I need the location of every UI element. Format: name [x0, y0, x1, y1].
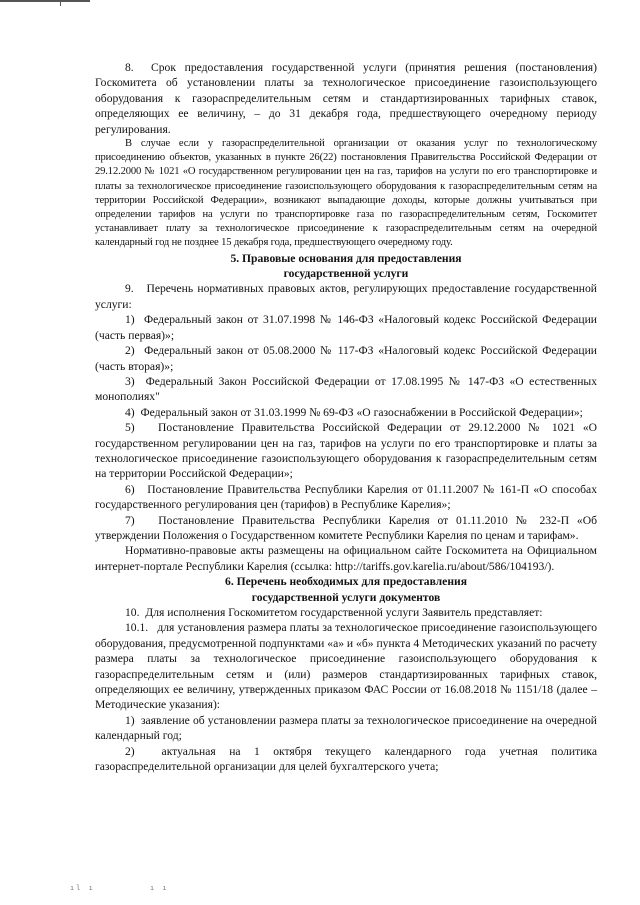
document-page	[95, 60, 597, 774]
paragraph-10-1-item-2: 2) актуальная на 1 октября текущего календарного года учетная политика газораспределительной организации для целей бухгалтерского учета;	[95, 744, 597, 774]
paragraph-9: 9. Перечень нормативных правовых актов, регулирующих предоставление государственной услуги:	[95, 282, 597, 311]
paragraph-10-1: 10.1. для установления размера платы за технологическое присоединение газоиспользующего оборудования, предусмотренной подпунктами «а» и «б» пункта 4 Методических указаний по расчету размера платы за технологическое присоединение газоиспользующего оборудования к газораспределительным сетям и (или) размеров стандартизированных тарифных ставок, определяющих ее величину, утвержденных приказом ФАС России от 16.08.2018 № 1151/18 (далее – Методические указания):	[95, 621, 597, 712]
scan-footer-mark-right: ı ı	[150, 884, 169, 892]
paragraph-10-1-item-1: 1) заявление об установлении размера платы за технологическое присоединение на очередной календарный год;	[95, 713, 597, 743]
paragraph-8: 8. Срок предоставления государственной услуги (принятия решения (постановления) Госкомитета об установлении платы за технологическое присоединение газоиспользующего оборудования к газораспределительным сетям и стандартизированных тарифных ставок, определяющих ее величину, – до 31 декабря года, предшествующего очередному периоду регулирования.	[95, 61, 597, 136]
section-6-heading-line-1: 6. Перечень необходимых для предоставления	[225, 575, 467, 589]
paragraph-9-item-2: 2) Федеральный закон от 05.08.2000 № 117-ФЗ «Налоговый кодекс Российской Федерации (часть вторая)»;	[95, 344, 597, 373]
paragraph-9-item-6: 6) Постановление Правительства Республики Карелия от 01.11.2007 № 161-П «О способах государственного регулирования цен (тарифов) в Республике Карелия»;	[95, 482, 597, 512]
section-5-heading-line-1: 5. Правовые основания для предоставления	[230, 251, 462, 265]
paragraph-8-continuation: В случае если у газораспределительной организации от оказания услуг по технологическому присоединению объектов, указанных в пункте 26(22) постановления Правительства Российской Федерации от 29.12.2000 № 1021 «О государственном регулировании цен на газ, тарифов на услуги по его транспортировке и платы за технологическое присоединение газоиспользующего оборудования к газораспределительным сетям на территории Российской Федерации», возникают выпадающие доходы, которые должны учитываться при определении тарифов на услуги по транспортировке газа по газораспределительным сетям, Госкомитет устанавливает плату за технологическое присоединение к газораспределительным сетям на очередной календарный год не позднее 15 декабря года, предшествующего очередному году.	[95, 138, 597, 249]
paragraph-9-item-3: 3) Федеральный Закон Российской Федерации от 17.08.1995 № 147-ФЗ «О естественных монополиях"	[95, 374, 597, 404]
section-6-heading-line-2: государственной услуги документов	[251, 590, 441, 604]
paragraph-10: 10. Для исполнения Госкомитетом государственной услуги Заявитель представляет:	[125, 606, 543, 619]
paragraph-9-item-7: 7) Постановление Правительства Республики Карелия от 01.11.2010 № 232-П «Об утверждении Положения о Государственном комитете Республики Карелия по ценам и тарифам».	[95, 513, 597, 542]
section-5-heading-line-2: государственной услуги	[283, 267, 409, 281]
paragraph-9-note: Нормативно-правовые акты размещены на официальном сайте Госкомитета на Официальном интернет-портале Республики Карелия (ссылка: http://tariffs.gov.karelia.ru/about/586/104193/).	[95, 544, 597, 573]
paragraph-9-item-5: 5) Постановление Правительства Российской Федерации от 29.12.2000 № 1021 «О государственном регулировании цен на газ, тарифов на услуги по его транспортировке и платы за технологическое присоединение газоиспользующего оборудования к газораспределительным сетям на территории Российской Федерации»;	[95, 421, 597, 481]
scan-footer-mark-left: ıl ı	[70, 884, 95, 892]
paragraph-9-item-1: 1) Федеральный закон от 31.07.1998 № 146-ФЗ «Налоговый кодекс Российской Федерации (часть первая)»;	[95, 313, 597, 342]
paragraph-9-item-4: 4) Федеральный закон от 31.03.1999 № 69-ФЗ «О газоснабжении в Российской Федерации»;	[125, 405, 583, 419]
scan-edge-mark	[0, 0, 90, 2]
scan-edge-tick	[60, 0, 61, 6]
